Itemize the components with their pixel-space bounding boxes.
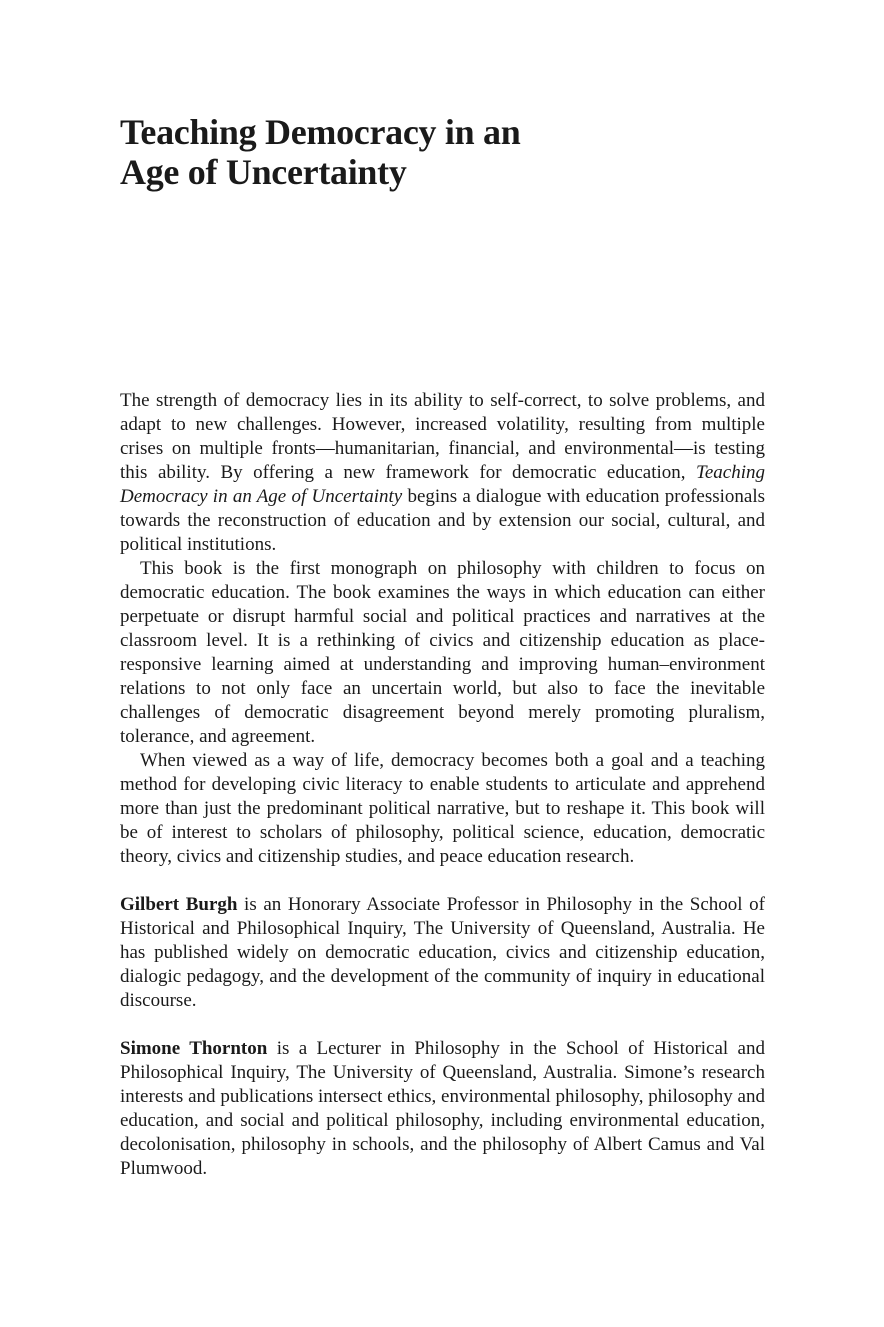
blurb-paragraph-1-text-before: The strength of democracy lies in its ability to self-correct, to solve problems, and adapt to new challenges. However, increased volatility, resulting from multiple crises on multiple fronts—humanitarian, financial, and environmental—is testing this ability. By offering a new framework for democratic education,: [120, 390, 765, 483]
book-title-line-1: Teaching Democracy in an: [120, 112, 521, 152]
book-title-line-2: Age of Uncertainty: [120, 152, 407, 192]
author-bio-text: is a Lecturer in Philosophy in the School of Historical and Philosophical Inquiry, The University of Queensland, Australia. Simone’s research interests and publications intersect ethics, environmental philosophy, philosophy and education, and social and political philosophy, including environmental education, decolonisation, philosophy in schools, and the philosophy of Albert Camus and Val Plumwood.: [120, 1038, 765, 1179]
blurb-book-title-italic: Teaching Democracy in an Age of Uncertainty: [120, 462, 765, 507]
author-bio-gilbert-burgh: [120, 893, 765, 1013]
author-name: Gilbert Burgh: [120, 894, 238, 915]
blurb-paragraph-1: [120, 389, 765, 557]
blurb-paragraph-1-text-after: begins a dialogue with education professionals towards the reconstruction of education and by extension our social, cultural, and political institutions.: [120, 486, 766, 555]
blurb-paragraph-3: When viewed as a way of life, democracy becomes both a goal and a teaching method for developing civic literacy to enable students to articulate and apprehend more than just the predominant political narrative, but to reshape it. This book will be of interest to scholars of philosophy, political science, education, democratic theory, civics and citizenship studies, and peace education research.: [120, 750, 765, 867]
author-name: Simone Thornton: [120, 1038, 268, 1059]
book-title: [120, 112, 765, 192]
author-bio-simone-thornton: [120, 1037, 765, 1181]
book-description: [120, 389, 765, 1181]
author-bio-text: is an Honorary Associate Professor in Philosophy in the School of Historical and Philosophical Inquiry, The University of Queensland, Australia. He has published widely on democratic education, civics and citizenship education, dialogic pedagogy, and the development of the community of inquiry in educational discourse.: [120, 894, 765, 1011]
blurb-paragraph-2: This book is the first monograph on philosophy with children to focus on democratic education. The book examines the ways in which education can either perpetuate or disrupt harmful social and political practices and narratives at the classroom level. It is a rethinking of civics and citizenship education as place-responsive learning aimed at understanding and improving human–environment relations to not only face an uncertain world, but also to face the inevitable challenges of democratic disagreement beyond merely promoting pluralism, tolerance, and agreement.: [120, 558, 765, 747]
